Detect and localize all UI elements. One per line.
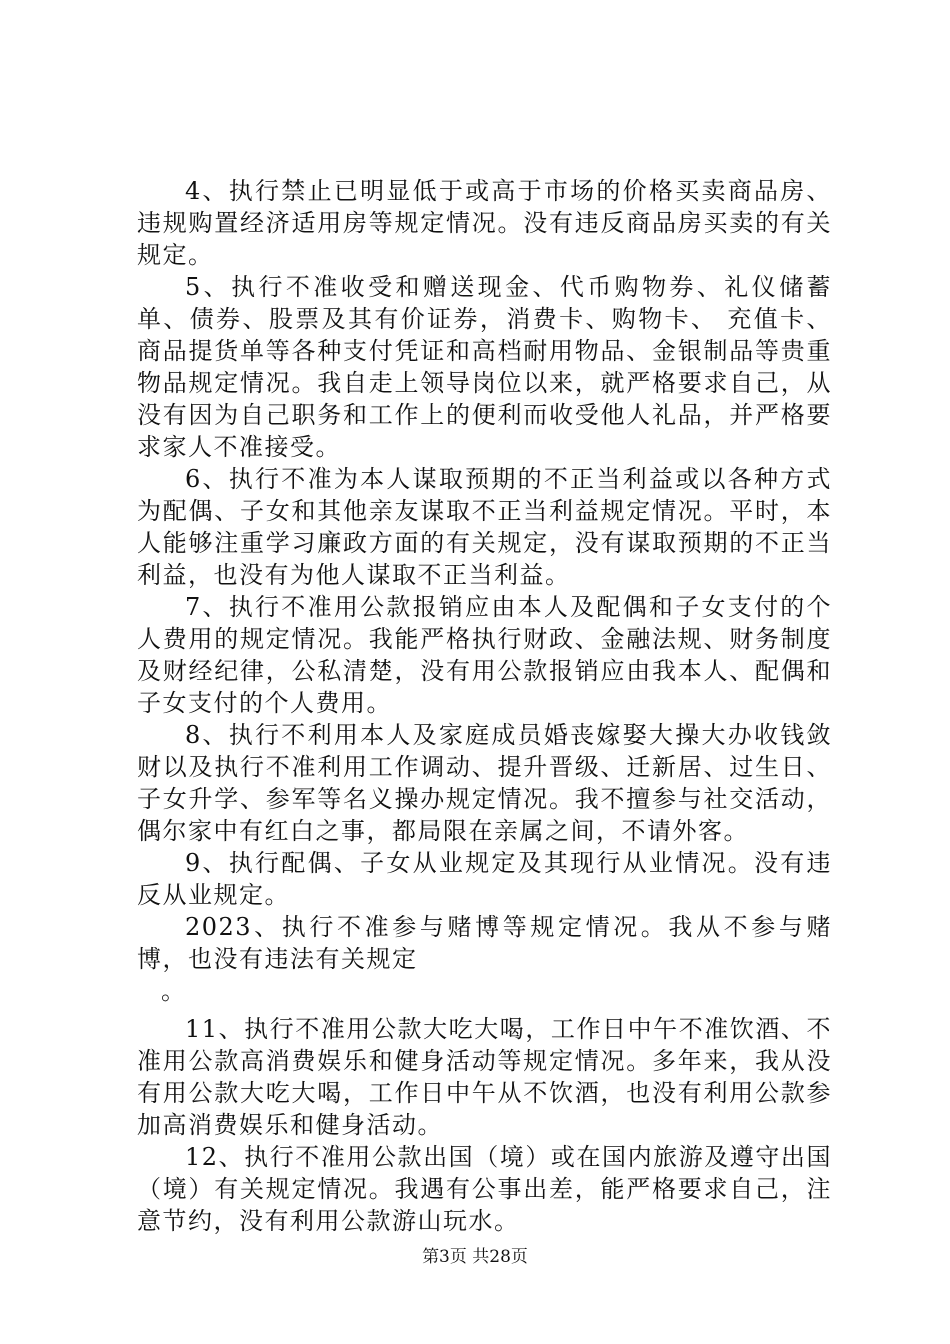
orphan-period: 。	[161, 977, 185, 1005]
paragraph-item-12: 12、执行不准用公款出国（境）或在国内旅游及遵守出国（境）有关规定情况。我遇有公事出差，能严格要求自己，注意节约，没有利用公款游山玩水。	[137, 1143, 832, 1235]
paragraph-item-9: 9、执行配偶、子女从业规定及其现行从业情况。没有违反从业规定。	[137, 849, 832, 909]
page-number-footer: 第3页 共28页	[422, 1247, 528, 1267]
paragraph-item-10: 2023、执行不准参与赌博等规定情况。我从不参与赌博，也没有违法有关规定	[137, 913, 832, 973]
paragraph-item-4: 4、执行禁止已明显低于或高于市场的价格买卖商品房、违规购置经济适用房等规定情况。没有违反商品房买卖的有关规定。	[137, 177, 832, 269]
document-body	[137, 175, 832, 1237]
paragraph-item-7: 7、执行不准用公款报销应由本人及配偶和子女支付的个人费用的规定情况。我能严格执行财政、金融法规、财务制度及财经纪律，公私清楚，没有用公款报销应由我本人、配偶和子女支付的个人费用。	[137, 593, 832, 717]
paragraph-item-6: 6、执行不准为本人谋取预期的不正当利益或以各种方式为配偶、子女和其他亲友谋取不正当利益规定情况。平时，本人能够注重学习廉政方面的有关规定，没有谋取预期的不正当利益，也没有为他人谋取不正当利益。	[137, 465, 832, 589]
paragraph-item-5: 5、执行不准收受和赠送现金、代币购物券、礼仪储蓄单、债券、股票及其有价证券，消费卡、购物卡、 充值卡、商品提货单等各种支付凭证和高档耐用物品、金银制品等贵重物品规定情况。我自走上领导岗位以来，就严格要求自己，从没有因为自己职务和工作上的便利而收受他人礼品，并严格要求家人不准接受。	[137, 273, 832, 461]
paragraph-item-11: 11、执行不准用公款大吃大喝，工作日中午不准饮酒、不准用公款高消费娱乐和健身活动等规定情况。多年来，我从没有用公款大吃大喝，工作日中午从不饮酒，也没有利用公款参加高消费娱乐和健身活动。	[137, 1015, 832, 1139]
paragraph-item-8: 8、执行不利用本人及家庭成员婚丧嫁娶大操大办收钱敛财以及执行不准利用工作调动、提升晋级、迁新居、过生日、子女升学、参军等名义操办规定情况。我不擅参与社交活动，偶尔家中有红白之事，都局限在亲属之间，不请外客。	[137, 721, 832, 845]
